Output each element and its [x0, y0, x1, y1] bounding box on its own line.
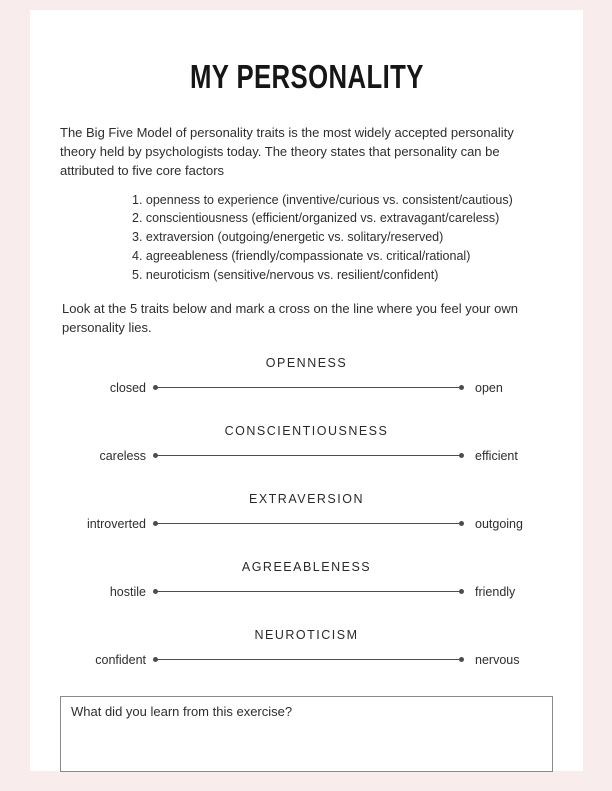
trait-scale-conscientiousness	[60, 424, 553, 463]
trait-row	[60, 517, 553, 531]
trait-scale-extraversion	[60, 492, 553, 531]
page-title-text: MY PERSONALITY	[189, 58, 424, 95]
trait-left-label: careless	[99, 448, 146, 463]
factor-item: 2. conscientiousness (efficient/organized vs. extravagant/careless)	[132, 211, 500, 226]
trait-row	[60, 653, 553, 667]
factor-item: 4. agreeableness (friendly/compassionate vs. critical/rational)	[132, 248, 471, 263]
trait-scale-openness	[60, 356, 553, 395]
trait-left-label: confident	[95, 652, 146, 667]
factor-item: 3. extraversion (outgoing/energetic vs. solitary/reserved)	[132, 230, 444, 245]
trait-name: CONSCIENTIOUSNESS	[224, 423, 389, 438]
trait-left-label: introverted	[86, 516, 146, 531]
instruction-paragraph: Look at the 5 traits below and mark a cross on the line where you feel your own personality lies.	[62, 301, 518, 336]
reflection-question: What did you learn from this exercise?	[71, 703, 293, 719]
reflection-answer-box[interactable]	[60, 696, 553, 772]
trait-row	[60, 585, 553, 599]
trait-name: NEUROTICISM	[254, 627, 359, 642]
factor-item: 5. neuroticism (sensitive/nervous vs. resilient/confident)	[132, 267, 439, 282]
trait-rating-line[interactable]	[154, 591, 463, 592]
page-title	[60, 58, 553, 96]
trait-right-label: outgoing	[475, 516, 523, 531]
factor-list	[60, 191, 553, 285]
trait-left-label: hostile	[109, 584, 146, 599]
trait-row	[60, 381, 553, 395]
trait-name: EXTRAVERSION	[248, 491, 364, 506]
trait-rating-line[interactable]	[154, 659, 463, 660]
trait-right-label: open	[475, 380, 503, 395]
trait-rating-line[interactable]	[154, 523, 463, 524]
worksheet-page	[30, 10, 583, 771]
trait-name: OPENNESS	[265, 355, 348, 370]
trait-rating-line[interactable]	[154, 455, 463, 456]
trait-scale-neuroticism	[60, 628, 553, 667]
trait-name: AGREEABLENESS	[241, 559, 372, 574]
trait-right-label: nervous	[475, 652, 520, 667]
trait-right-label: friendly	[475, 584, 516, 599]
trait-left-label: closed	[109, 380, 146, 395]
trait-rating-line[interactable]	[154, 387, 463, 388]
factor-item: 1. openness to experience (inventive/curious vs. consistent/cautious)	[132, 192, 513, 207]
trait-scale-agreeableness	[60, 560, 553, 599]
intro-paragraph: The Big Five Model of personality traits is the most widely accepted personality theory held by psychologists today. The theory states that personality can be attributed to five core factors	[60, 125, 514, 178]
trait-row	[60, 449, 553, 463]
trait-right-label: efficient	[475, 448, 518, 463]
